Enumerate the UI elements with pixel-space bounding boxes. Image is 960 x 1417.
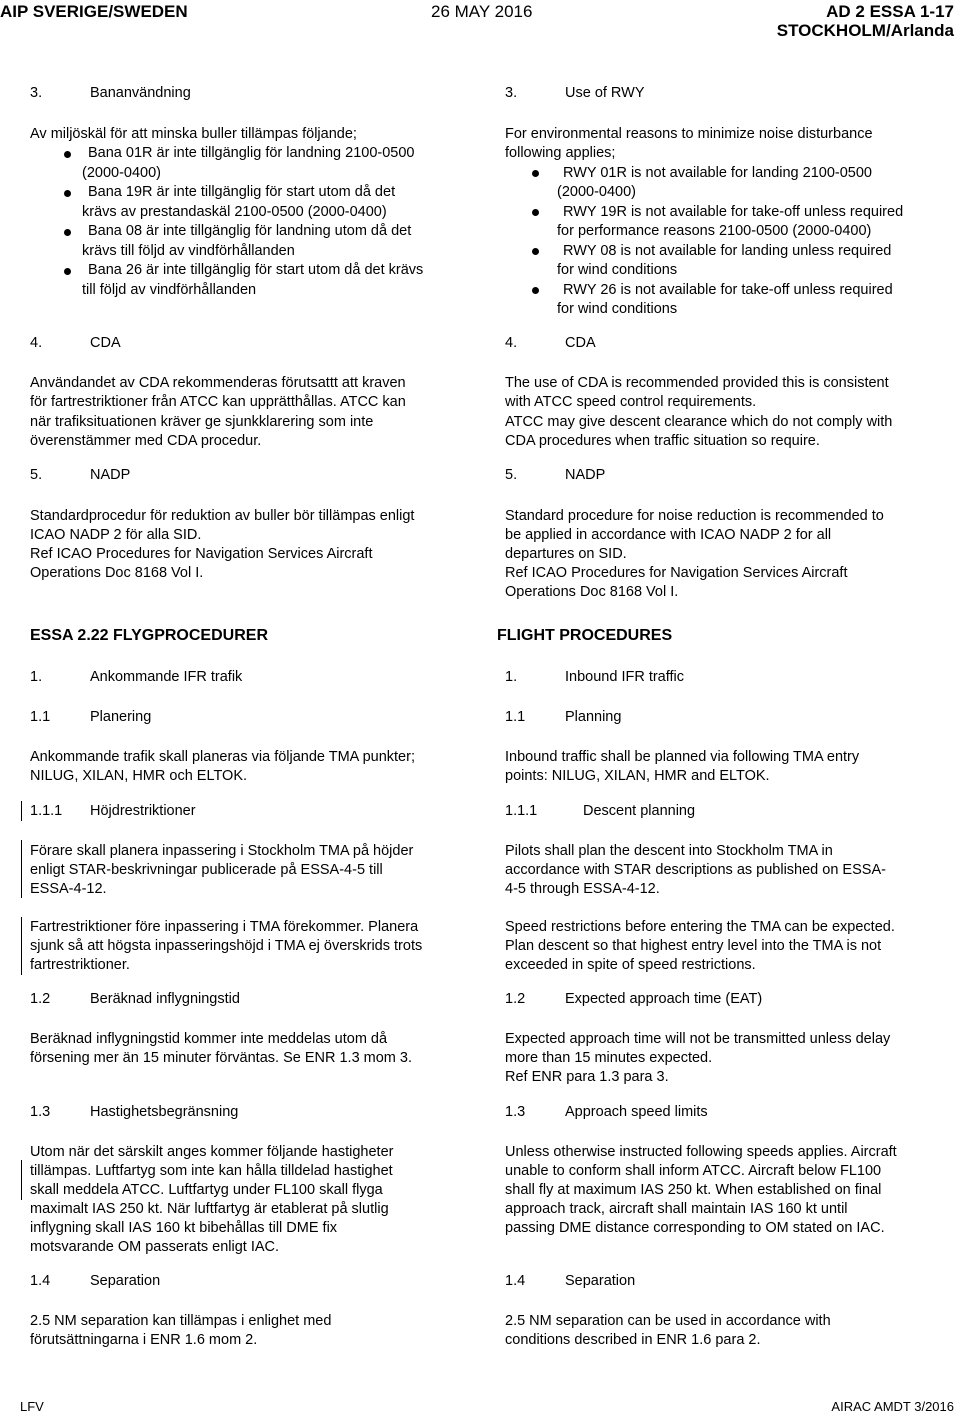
- sv-s3-line: Bana 26 är inte tillgänglig för start utom då det krävs: [88, 262, 424, 278]
- sv-p111a-line: enligt STAR-beskrivningar publicerade på ESSA-4-5 till: [30, 862, 383, 878]
- en-s4-line: CDA procedures when traffic situation so require.: [505, 433, 820, 449]
- en-s3-intro: following applies;: [505, 145, 616, 161]
- sv-s3-line: Bana 01R är inte tillgänglig för landning 2100-0500: [88, 145, 415, 161]
- bullet-icon: [532, 287, 539, 294]
- sv-p12-line: Beräknad inflygningstid kommer inte meddelas utom då: [30, 1031, 388, 1047]
- en-s3-line: RWY 08 is not available for landing unless required: [563, 243, 892, 259]
- change-bar: [21, 840, 22, 898]
- sv-s3-line: till följd av vindförhållanden: [82, 282, 257, 298]
- sv-h13-heading: 1.3 Hastighetsbegränsning: [30, 1104, 239, 1120]
- sv-h14-heading: 1.4 Separation: [30, 1273, 161, 1289]
- sv-s5-line: Ref ICAO Procedures for Navigation Services Aircraft: [30, 546, 373, 562]
- en-p13-line: Unless otherwise instructed following speeds applies. Aircraft: [505, 1144, 897, 1160]
- en-p13-line: shall fly at maximum IAS 250 kt. When established on final: [505, 1182, 882, 1198]
- en-s3-line: RWY 26 is not available for take-off unless required: [563, 282, 893, 298]
- sv-h11-heading: 1.1 Planering: [30, 709, 152, 725]
- en-p12-line: Ref ENR para 1.3 para 3.: [505, 1069, 669, 1085]
- en-s3-intro: For environmental reasons to minimize noise disturbance: [505, 126, 873, 142]
- change-bar: [21, 1160, 22, 1200]
- en-s3-line: for wind conditions: [557, 301, 678, 317]
- en-p13-line: unable to conform shall inform ATCC. Aircraft below FL100: [505, 1163, 882, 1179]
- sv-s3-heading: 3. Bananvändning: [30, 85, 191, 101]
- sv-s3-line: krävs av prestandaskäl 2100-0500 (2000-0400): [82, 204, 387, 220]
- sv-s5-heading: 5. NADP: [30, 467, 131, 483]
- bullet-icon: [532, 170, 539, 177]
- en-p14-line: conditions described in ENR 1.6 para 2.: [505, 1332, 761, 1348]
- sv-s3-line: Bana 08 är inte tillgänglig för landning utom då det: [88, 223, 412, 239]
- sv-h1-heading: 1. Ankommande IFR trafik: [30, 669, 243, 685]
- sv-h12-heading: 1.2 Beräknad inflygningstid: [30, 991, 240, 1007]
- en-p111a-line: 4-5 through ESSA-4-12.: [505, 881, 660, 897]
- header-date: 26 MAY 2016: [431, 2, 533, 21]
- en-h111-heading: 1.1.1 Descent planning: [505, 803, 696, 819]
- sv-p13-line: skall meddela ATCC. Luftfartyg under FL100 skall flyga: [30, 1182, 383, 1198]
- sv-s4-heading: 4. CDA: [30, 335, 121, 351]
- sv-p111a-line: ESSA-4-12.: [30, 881, 107, 897]
- sv-s3-line: Bana 19R är inte tillgänglig för start utom då det: [88, 184, 396, 200]
- sv-p111b-line: Fartrestriktioner före inpassering i TMA förekommer. Planera: [30, 919, 419, 935]
- sv-s3-intro: Av miljöskäl för att minska buller tillämpas följande;: [30, 126, 357, 142]
- en-s3-line: RWY 01R is not available for landing 2100-0500: [563, 165, 872, 181]
- en-s3-line: for performance reasons 2100-0500 (2000-0400): [557, 223, 872, 239]
- en-s5-line: Operations Doc 8168 Vol I.: [505, 584, 679, 600]
- en-p111b-line: Speed restrictions before entering the TMA can be expected.: [505, 919, 895, 935]
- en-p111a-line: accordance with STAR descriptions as published on ESSA-: [505, 862, 886, 878]
- footer-issuer: LFV: [20, 1399, 44, 1414]
- en-p111b-line: Plan descent so that highest entry level into the TMA is not: [505, 938, 882, 954]
- en-s5-line: Ref ICAO Procedures for Navigation Services Aircraft: [505, 565, 848, 581]
- sv-p11-line: Ankommande trafik skall planeras via följande TMA punkter;: [30, 749, 415, 765]
- en-s5-line: departures on SID.: [505, 546, 627, 562]
- sv-main-heading: ESSA 2.22 FLYGPROCEDURER: [30, 627, 268, 644]
- header-page-ref: AD 2 ESSA 1-17: [826, 2, 954, 21]
- sv-s4-line: överenstämmer med CDA procedur.: [30, 433, 262, 449]
- header-airport: STOCKHOLM/Arlanda: [776, 21, 954, 40]
- en-s3-line: for wind conditions: [557, 262, 678, 278]
- sv-p12-line: försening mer än 15 minuter förväntas. Se ENR 1.3 mom 3.: [30, 1050, 413, 1066]
- en-s5-line: Standard procedure for noise reduction is recommended to: [505, 508, 884, 524]
- sv-s3-line: krävs till följd av vindförhållanden: [82, 243, 295, 259]
- en-p111b-line: exceeded in spite of speed restrictions.: [505, 957, 756, 973]
- sv-s5-line: Standardprocedur för reduktion av buller bör tillämpas enligt: [30, 508, 415, 524]
- en-s4-line: with ATCC speed control requirements.: [505, 394, 757, 410]
- en-s5-line: be applied in accordance with ICAO NADP 2 for all: [505, 527, 832, 543]
- sv-p13-line: tillämpas. Luftfartyg som inte kan hålla tilldelad hastighet: [30, 1163, 393, 1179]
- sv-s4-line: för fartrestriktioner från ATCC kan upprätthållas. ATCC kan: [30, 394, 406, 410]
- sv-s4-line: Användandet av CDA rekommenderas förutsattt att kraven: [30, 375, 406, 391]
- bullet-icon: [64, 268, 71, 275]
- bullet-icon: [64, 190, 71, 197]
- en-h14-heading: 1.4 Separation: [505, 1273, 636, 1289]
- sv-p13-line: inflygning skall IAS 160 kt bibehållas till DME fix: [30, 1220, 338, 1236]
- bullet-icon: [64, 151, 71, 158]
- sv-s3-line: (2000-0400): [82, 165, 161, 181]
- en-p11-line: points: NILUG, XILAN, HMR and ELTOK.: [505, 768, 770, 784]
- en-h12-heading: 1.2 Expected approach time (EAT): [505, 991, 763, 1007]
- sv-p111b-line: fartrestriktioner.: [30, 957, 130, 973]
- sv-p14-line: förutsättningarna i ENR 1.6 mom 2.: [30, 1332, 258, 1348]
- sv-s4-line: när trafiksituationen kräver ge sjunkklarering som inte: [30, 414, 374, 430]
- en-s4-line: ATCC may give descent clearance which do not comply with: [505, 414, 893, 430]
- en-h13-heading: 1.3 Approach speed limits: [505, 1104, 708, 1120]
- en-p13-line: passing DME distance corresponding to OM stated on IAC.: [505, 1220, 885, 1236]
- en-p14-line: 2.5 NM separation can be used in accordance with: [505, 1313, 831, 1329]
- en-s3-heading: 3. Use of RWY: [505, 85, 645, 101]
- en-s5-heading: 5. NADP: [505, 467, 606, 483]
- en-p12-line: more than 15 minutes expected.: [505, 1050, 713, 1066]
- sv-p13-line: motsvarande OM passerats enligt IAC.: [30, 1239, 280, 1255]
- en-s4-line: The use of CDA is recommended provided this is consistent: [505, 375, 889, 391]
- header-publication: AIP SVERIGE/SWEDEN: [0, 2, 188, 21]
- sv-p111a-line: Förare skall planera inpassering i Stockholm TMA på höjder: [30, 843, 414, 859]
- en-main-heading: FLIGHT PROCEDURES: [497, 627, 673, 644]
- en-p11-line: Inbound traffic shall be planned via following TMA entry: [505, 749, 860, 765]
- bullet-icon: [532, 248, 539, 255]
- en-p111a-line: Pilots shall plan the descent into Stockholm TMA in: [505, 843, 833, 859]
- footer-amendment: AIRAC AMDT 3/2016: [831, 1399, 954, 1414]
- sv-p111b-line: sjunk så att högsta inpasseringshöjd i TMA ej överskrids trots: [30, 938, 423, 954]
- bullet-icon: [532, 209, 539, 216]
- en-s4-heading: 4. CDA: [505, 335, 596, 351]
- sv-p14-line: 2.5 NM separation kan tillämpas i enlighet med: [30, 1313, 332, 1329]
- change-bar: [21, 801, 22, 821]
- en-p13-line: approach track, aircraft shall maintain IAS 160 kt until: [505, 1201, 848, 1217]
- change-bar: [21, 917, 22, 975]
- sv-s5-line: ICAO NADP 2 för alla SID.: [30, 527, 202, 543]
- en-h1-heading: 1. Inbound IFR traffic: [505, 669, 685, 685]
- bullet-icon: [64, 229, 71, 236]
- en-h11-heading: 1.1 Planning: [505, 709, 622, 725]
- sv-s5-line: Operations Doc 8168 Vol I.: [30, 565, 204, 581]
- sv-p11-line: NILUG, XILAN, HMR och ELTOK.: [30, 768, 248, 784]
- en-p12-line: Expected approach time will not be transmitted unless delay: [505, 1031, 891, 1047]
- sv-h111-heading: 1.1.1 Höjdrestriktioner: [30, 803, 196, 819]
- sv-p13-line: Utom när det särskilt anges kommer följande hastigheter: [30, 1144, 394, 1160]
- en-s3-line: RWY 19R is not available for take-off unless required: [563, 204, 904, 220]
- sv-p13-line: maximalt IAS 250 kt. När luftfartyg är etablerat på slutlig: [30, 1201, 389, 1217]
- en-s3-line: (2000-0400): [557, 184, 636, 200]
